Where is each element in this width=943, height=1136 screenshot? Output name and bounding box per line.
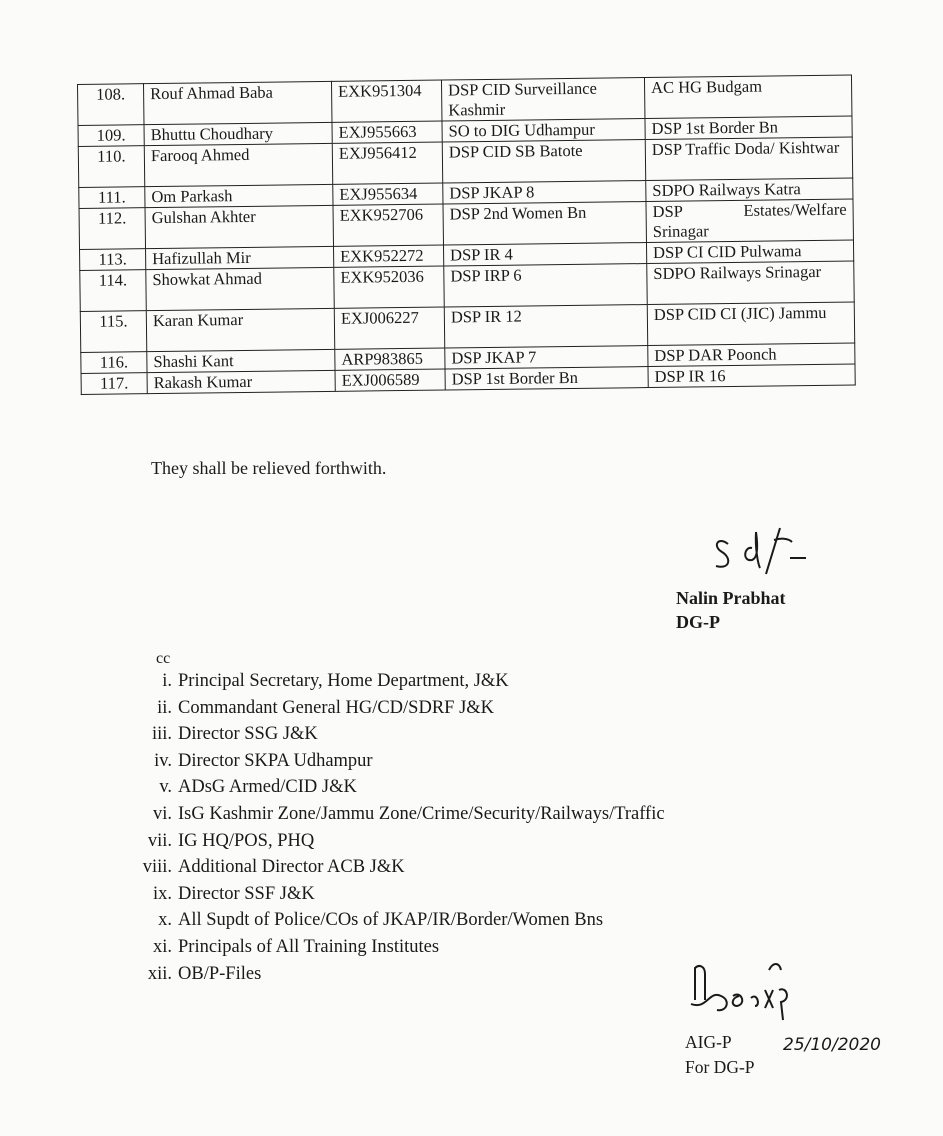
officer-name-cell: Karan Kumar — [146, 308, 334, 351]
officer-number-cell: EXK952036 — [334, 266, 444, 308]
officer-number-cell: EXJ956412 — [332, 142, 442, 184]
list-item — [120, 881, 665, 908]
officer-number-cell: EXJ955634 — [333, 183, 443, 205]
officer-number-cell: EXJ006227 — [334, 307, 444, 349]
present-post-cell: DSP IR 12 — [444, 305, 647, 348]
list-item — [120, 854, 665, 881]
new-posting-cell: DSP CI CID Pulwama — [646, 240, 853, 264]
new-posting-cell: SDPO Railways Srinagar — [647, 261, 854, 305]
officer-name-cell: Shashi Kant — [147, 349, 335, 372]
signature-block — [676, 524, 876, 634]
officer-number-cell: EXK952272 — [334, 245, 444, 267]
serial-number-cell: 112. — [79, 208, 145, 250]
handwritten-signature-sd — [708, 524, 818, 586]
list-item-text: All Supdt of Police/COs of JKAP/IR/Border/Women Bns — [178, 910, 604, 931]
present-post-cell: DSP 2nd Women Bn — [443, 202, 646, 245]
list-item — [120, 828, 665, 855]
list-item-number: vii. — [147, 830, 172, 851]
transfer-table — [77, 75, 856, 395]
officer-number-cell: EXK951304 — [331, 80, 441, 122]
list-item-number: xii. — [147, 963, 172, 984]
list-item — [120, 801, 665, 828]
new-posting-cell: AC HG Budgam — [644, 75, 851, 119]
list-item-text: IsG Kashmir Zone/Jammu Zone/Crime/Security/Railways/Traffic — [178, 803, 665, 824]
list-item-text: Director SSF J&K — [178, 883, 315, 904]
list-item — [120, 961, 665, 988]
officer-number-cell: ARP983865 — [335, 348, 445, 370]
serial-number-cell: 111. — [79, 187, 145, 209]
endorsement-for: For DG-P — [685, 1057, 755, 1077]
present-post-cell: DSP CID Surveillance Kashmir — [441, 78, 644, 121]
list-item-number: viii. — [142, 857, 172, 878]
list-item — [120, 748, 665, 775]
list-item-text: ADsG Armed/CID J&K — [178, 777, 357, 798]
serial-number-cell: 113. — [80, 249, 146, 271]
serial-number-cell: 114. — [80, 270, 146, 312]
serial-number-cell: 110. — [78, 146, 144, 188]
list-item-text: Director SKPA Udhampur — [178, 750, 373, 771]
list-item-text: Commandant General HG/CD/SDRF J&K — [178, 697, 495, 718]
new-posting-cell: DSP Estates/Welfare Srinagar — [646, 199, 853, 243]
serial-number-cell: 115. — [80, 311, 146, 353]
list-item-number: iv. — [154, 750, 172, 771]
cc-heading: cc — [156, 650, 171, 667]
present-post-cell: DSP 1st Border Bn — [445, 367, 648, 390]
present-post-cell: DSP JKAP 7 — [445, 346, 648, 369]
cc-list — [120, 668, 665, 987]
present-post-cell: DSP CID SB Batote — [442, 140, 645, 183]
officer-name-cell: Rakash Kumar — [147, 370, 335, 393]
list-item-number: x. — [158, 910, 172, 931]
handwritten-date-text: 25/10/2020 — [783, 1035, 881, 1055]
new-posting-cell: DSP DAR Poonch — [648, 343, 855, 367]
list-item-text: Director SSG J&K — [178, 724, 318, 745]
new-posting-cell: DSP IR 16 — [648, 364, 855, 388]
list-item-number: xi. — [152, 936, 172, 957]
new-posting-cell: DSP 1st Border Bn — [645, 116, 852, 140]
list-item — [120, 934, 665, 961]
serial-number-cell: 109. — [78, 125, 144, 147]
list-item-number: iii. — [151, 724, 172, 745]
serial-number-cell: 108. — [78, 84, 144, 126]
list-item — [120, 721, 665, 748]
list-item — [120, 695, 665, 722]
list-item-number: v. — [159, 777, 172, 798]
list-item-text: Principals of All Training Institutes — [178, 936, 440, 957]
officer-number-cell: EXJ006589 — [335, 369, 445, 391]
serial-number-cell: 116. — [81, 352, 147, 374]
list-item-text: Principal Secretary, Home Department, J&K — [178, 671, 509, 691]
new-posting-cell: SDPO Railways Katra — [646, 178, 853, 202]
present-post-cell: DSP JKAP 8 — [443, 181, 646, 204]
handwritten-date — [781, 1028, 891, 1060]
list-item-number: ii. — [157, 697, 172, 718]
list-item-number: i. — [162, 671, 172, 691]
officer-name-cell: Farooq Ahmed — [144, 143, 332, 186]
officer-name-cell: Hafizullah Mir — [146, 246, 334, 269]
officer-name-cell: Gulshan Akhter — [145, 205, 333, 248]
relieved-statement: They shall be relieved forthwith. — [151, 458, 387, 478]
present-post-cell: DSP IRP 6 — [444, 264, 647, 307]
list-item-text: OB/P-Files — [178, 963, 262, 984]
list-item-text: IG HQ/POS, PHQ — [178, 830, 315, 851]
endorsement-block — [683, 960, 913, 1090]
officer-number-cell: EXJ955663 — [332, 121, 442, 143]
serial-number-cell: 117. — [81, 373, 147, 395]
officer-name-cell: Rouf Ahmad Baba — [144, 81, 332, 124]
signatory-name: Nalin Prabhat — [676, 588, 786, 608]
officer-name-cell: Showkat Ahmad — [146, 267, 334, 310]
endorsement-designation: AIG-P — [685, 1032, 732, 1052]
list-item — [120, 668, 665, 695]
list-item — [120, 907, 665, 934]
list-item-number: vi. — [152, 803, 172, 824]
present-post-cell: DSP IR 4 — [443, 243, 646, 266]
list-item — [120, 774, 665, 801]
new-posting-cell: DSP CID CI (JIC) Jammu — [647, 302, 854, 346]
present-post-cell: SO to DIG Udhampur — [442, 119, 645, 142]
signatory-designation: DG-P — [676, 612, 720, 632]
officer-name-cell: Om Parkash — [145, 184, 333, 207]
officer-name-cell: Bhuttu Choudhary — [144, 122, 332, 145]
list-item-text: Additional Director ACB J&K — [178, 857, 405, 878]
officer-number-cell: EXK952706 — [333, 204, 443, 246]
list-item-number: ix. — [152, 883, 172, 904]
new-posting-cell: DSP Traffic Doda/ Kishtwar — [645, 137, 852, 181]
